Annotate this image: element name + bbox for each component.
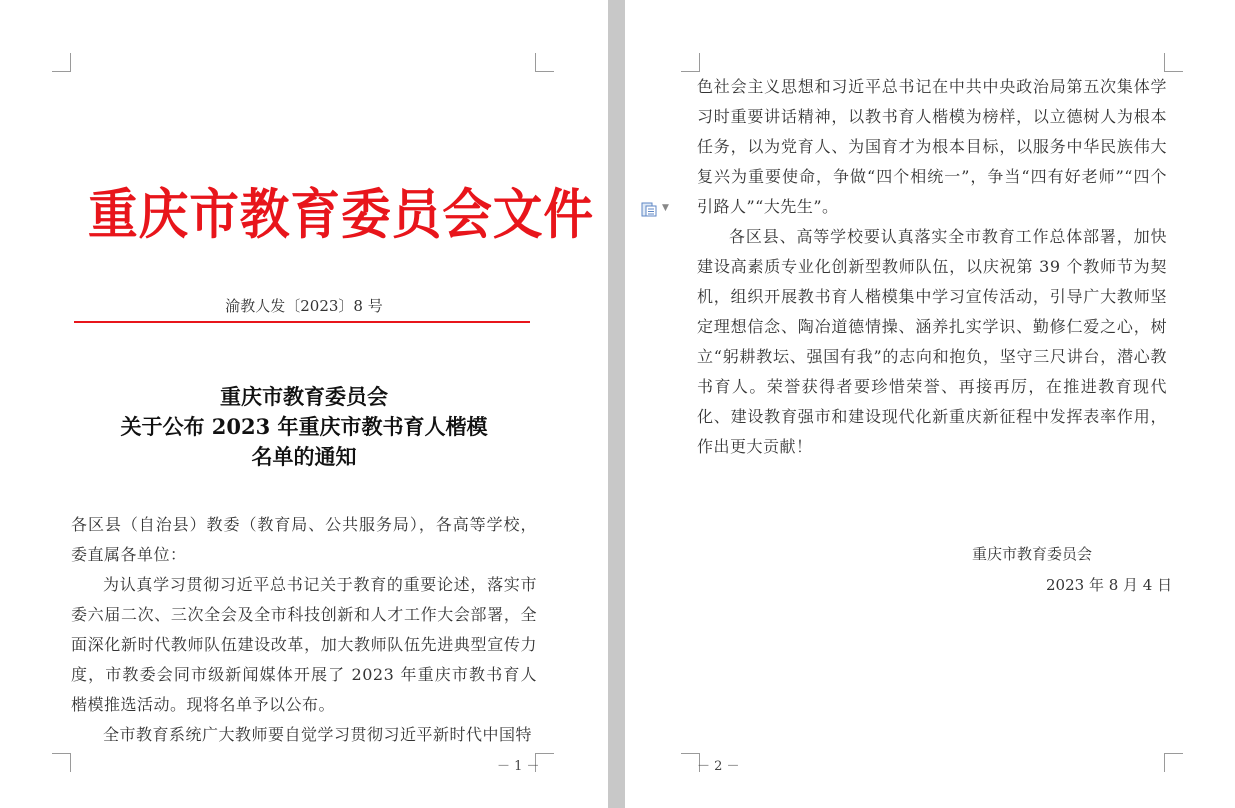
- crop-mark: [535, 53, 554, 72]
- chevron-down-icon[interactable]: ▼: [662, 203, 669, 213]
- paste-options-icon[interactable]: [641, 201, 657, 217]
- page-gap: [608, 0, 625, 808]
- crop-mark: [1164, 753, 1183, 772]
- paragraph: 为认真学习贯彻习近平总书记关于教育的重要论述，落实市委六届二次、三次全会及全市科技创新和人才工作大会部署，全面深化新时代教师队伍建设改革，加大教师队伍先进典型宣传力度，市教委会同市级新闻媒体开展了 2023 年重庆市教书育人楷模推选活动。现将名单予以公布。: [71, 575, 537, 714]
- signatory: 重庆市教育委员会: [972, 545, 1093, 563]
- crop-mark: [1164, 53, 1183, 72]
- crop-mark: [52, 53, 71, 72]
- body-text[interactable]: [71, 510, 537, 750]
- title-line: 名单的通知: [251, 444, 357, 469]
- page-number: － 2 －: [697, 759, 740, 774]
- title-line: 关于公布 2023 年重庆市教书育人楷模: [120, 414, 488, 439]
- body-text[interactable]: [697, 72, 1167, 462]
- crop-mark: [52, 753, 71, 772]
- salutation: 各区县（自治县）教委（教育局、公共服务局），各高等学校，委直属各单位：: [71, 515, 537, 564]
- document-number: 渝教人发〔2023〕8 号: [225, 297, 383, 315]
- paragraph: 全市教育系统广大教师要自觉学习贯彻习近平新时代中国特: [103, 725, 533, 744]
- paragraph: 色社会主义思想和习近平总书记在中共中央政治局第五次集体学习时重要讲话精神，以教书育人楷模为榜样，以立德树人为根本任务，以为党育人、为国育才为根本目标，以服务中华民族伟大复兴为重要使命，争做“四个相统一”，争当“四有好老师”“四个引路人”“大先生”。: [697, 77, 1167, 216]
- paragraph: 各区县、高等学校要认真落实全市教育工作总体部署，加快建设高素质专业化创新型教师队伍，以庆祝第 39 个教师节为契机，组织开展教书育人楷模集中学习宣传活动，引导广大教师坚定理想信念、陶冶道德情操、涵养扎实学识、勤修仁爱之心，树立“躬耕教坛、强国有我”的志向和抱负，坚守三尺讲台，潜心教书育人。荣誉获得者要珍惜荣誉、再接再厉，在推进教育现代化、建设教育强市和建设现代化新重庆新征程中发挥表率作用，作出更大贡献！: [697, 227, 1167, 456]
- date: 2023 年 8 月 4 日: [1046, 576, 1173, 594]
- notice-title: [0, 382, 608, 472]
- red-header-title: 重庆市教育委员会文件: [88, 182, 594, 246]
- document-page-1: [0, 0, 608, 808]
- red-divider-line: [74, 321, 530, 323]
- title-line: 重庆市教育委员会: [220, 384, 388, 409]
- page-number: － 1 －: [497, 759, 540, 774]
- crop-mark: [681, 53, 700, 72]
